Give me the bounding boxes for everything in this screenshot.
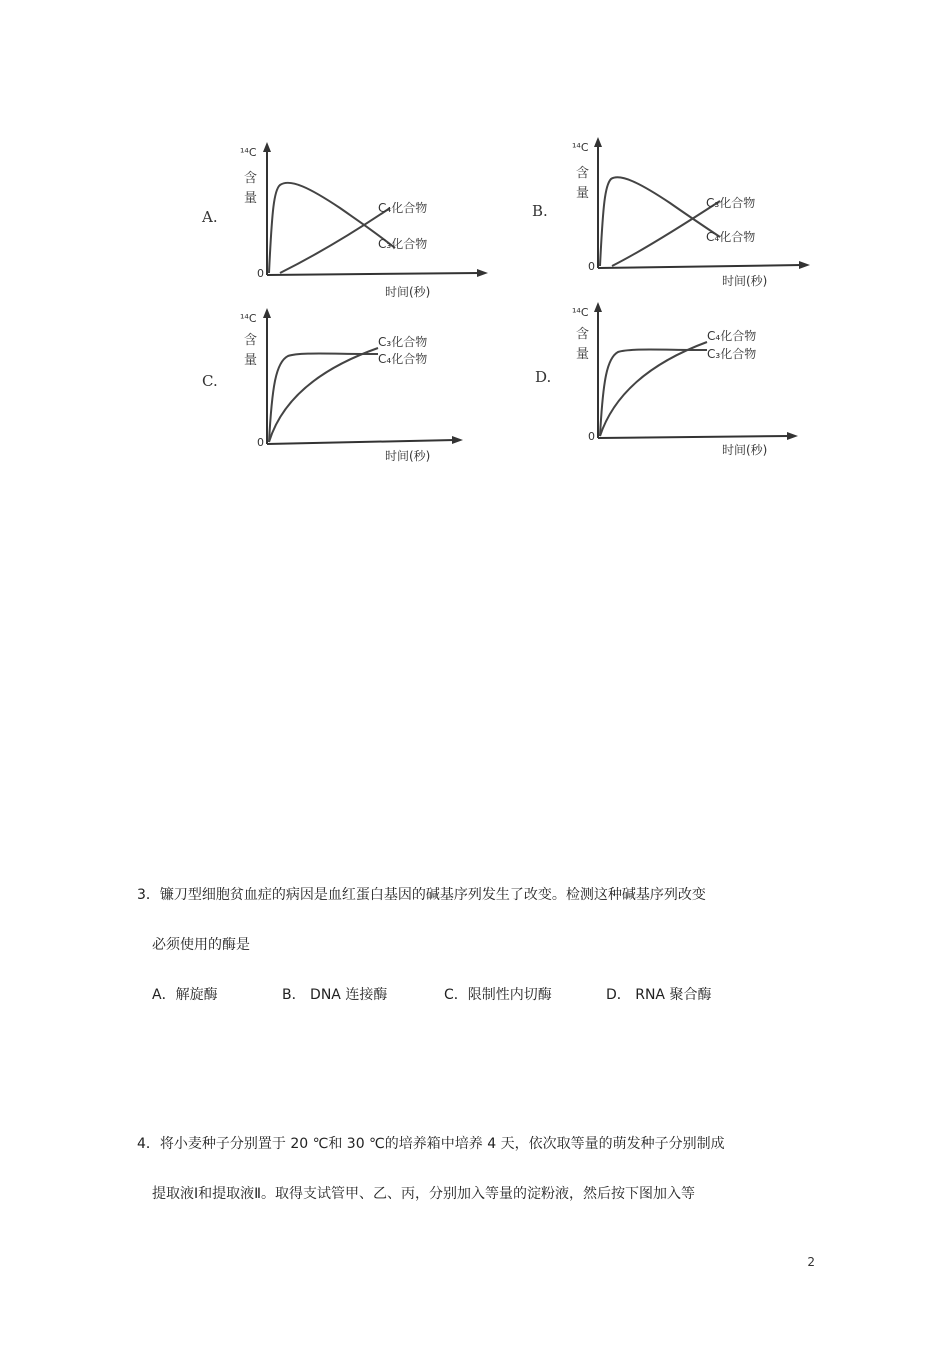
y-label-14c: ¹⁴C bbox=[572, 306, 589, 319]
curve-c3 bbox=[600, 350, 707, 437]
curve-label-c4: C₄化合物 bbox=[378, 201, 428, 215]
question-4-line-1: 4．将小麦种子分别置于 20 ℃和 30 ℃的培养箱中培养 4 天，依次取等量的萌发种子分别制成 bbox=[137, 1136, 725, 1152]
panel-c-plot bbox=[230, 306, 490, 470]
y-label-han: 含 bbox=[576, 166, 590, 181]
x-label: 时间(秒) bbox=[722, 274, 768, 288]
y-label-14c: ¹⁴C bbox=[240, 312, 257, 325]
x-axis bbox=[598, 265, 802, 268]
curve-label-c4: C₄化合物 bbox=[707, 329, 757, 343]
x-axis-arrow bbox=[787, 432, 798, 440]
panel-label-a: A. bbox=[202, 208, 218, 226]
question-4-line-2: 提取液Ⅰ和提取液Ⅱ。取得支试管甲、乙、丙，分别加入等量的淀粉液，然后按下图加入等 bbox=[152, 1186, 696, 1202]
panel-b-plot bbox=[562, 135, 820, 295]
x-label: 时间(秒) bbox=[385, 285, 431, 299]
question-3-option-a: A．解旋酶 bbox=[152, 987, 218, 1003]
curve-label-c3: C₃化合物 bbox=[378, 237, 428, 251]
x-label: 时间(秒) bbox=[722, 443, 768, 457]
y-label-liang: 量 bbox=[244, 191, 258, 206]
curve-c4 bbox=[600, 177, 720, 266]
y-label-han: 含 bbox=[244, 171, 258, 186]
y-axis-arrow bbox=[263, 308, 271, 318]
question-3-line-2: 必须使用的酶是 bbox=[152, 937, 250, 953]
question-3-option-c: C．限制性内切酶 bbox=[444, 987, 552, 1003]
question-3-option-b: B． DNA 连接酶 bbox=[282, 987, 388, 1003]
curve-label-c4: C₄化合物 bbox=[378, 352, 428, 366]
panel-d-plot bbox=[562, 300, 820, 464]
curve-label-c3: C₃化合物 bbox=[706, 196, 756, 210]
y-axis-arrow bbox=[594, 137, 602, 147]
question-3-line-1: 3．镰刀型细胞贫血症的病因是血红蛋白基因的碱基序列发生了改变。检测这种碱基序列改变 bbox=[137, 887, 706, 903]
y-label-14c: ¹⁴C bbox=[572, 141, 589, 154]
y-label-liang: 量 bbox=[576, 186, 590, 201]
origin-label: 0 bbox=[257, 436, 264, 449]
question-2-options-figure bbox=[190, 120, 820, 480]
x-axis bbox=[267, 273, 480, 275]
curve-c4 bbox=[280, 208, 390, 273]
curve-c3 bbox=[269, 183, 395, 273]
curve-c4 bbox=[600, 342, 707, 436]
y-axis-arrow bbox=[594, 302, 602, 312]
page-number: 2 bbox=[807, 1255, 815, 1269]
y-label-14c: ¹⁴C bbox=[240, 146, 257, 159]
y-label-liang: 量 bbox=[576, 347, 590, 362]
origin-label: 0 bbox=[588, 260, 595, 273]
panel-label-c: C. bbox=[202, 372, 218, 390]
x-axis bbox=[598, 436, 790, 438]
panel-label-d: D. bbox=[535, 368, 552, 386]
curve-label-c3: C₃化合物 bbox=[378, 335, 428, 349]
curve-label-c3: C₃化合物 bbox=[707, 347, 757, 361]
x-axis-arrow bbox=[452, 436, 463, 444]
curve-label-c4: C₄化合物 bbox=[706, 230, 756, 244]
x-label: 时间(秒) bbox=[385, 449, 431, 463]
y-axis-arrow bbox=[263, 142, 271, 152]
curve-c4 bbox=[269, 354, 378, 443]
y-label-han: 含 bbox=[244, 333, 258, 348]
panel-a-plot bbox=[230, 140, 490, 300]
curve-c3 bbox=[269, 348, 378, 442]
origin-label: 0 bbox=[257, 267, 264, 280]
y-label-liang: 量 bbox=[244, 353, 258, 368]
origin-label: 0 bbox=[588, 430, 595, 443]
panel-label-b: B. bbox=[532, 202, 548, 220]
x-axis bbox=[267, 440, 455, 444]
x-axis-arrow bbox=[799, 261, 810, 269]
curve-c3 bbox=[612, 201, 720, 266]
question-3-option-d: D． RNA 聚合酶 bbox=[606, 987, 712, 1003]
x-axis-arrow bbox=[477, 269, 488, 277]
y-label-han: 含 bbox=[576, 327, 590, 342]
